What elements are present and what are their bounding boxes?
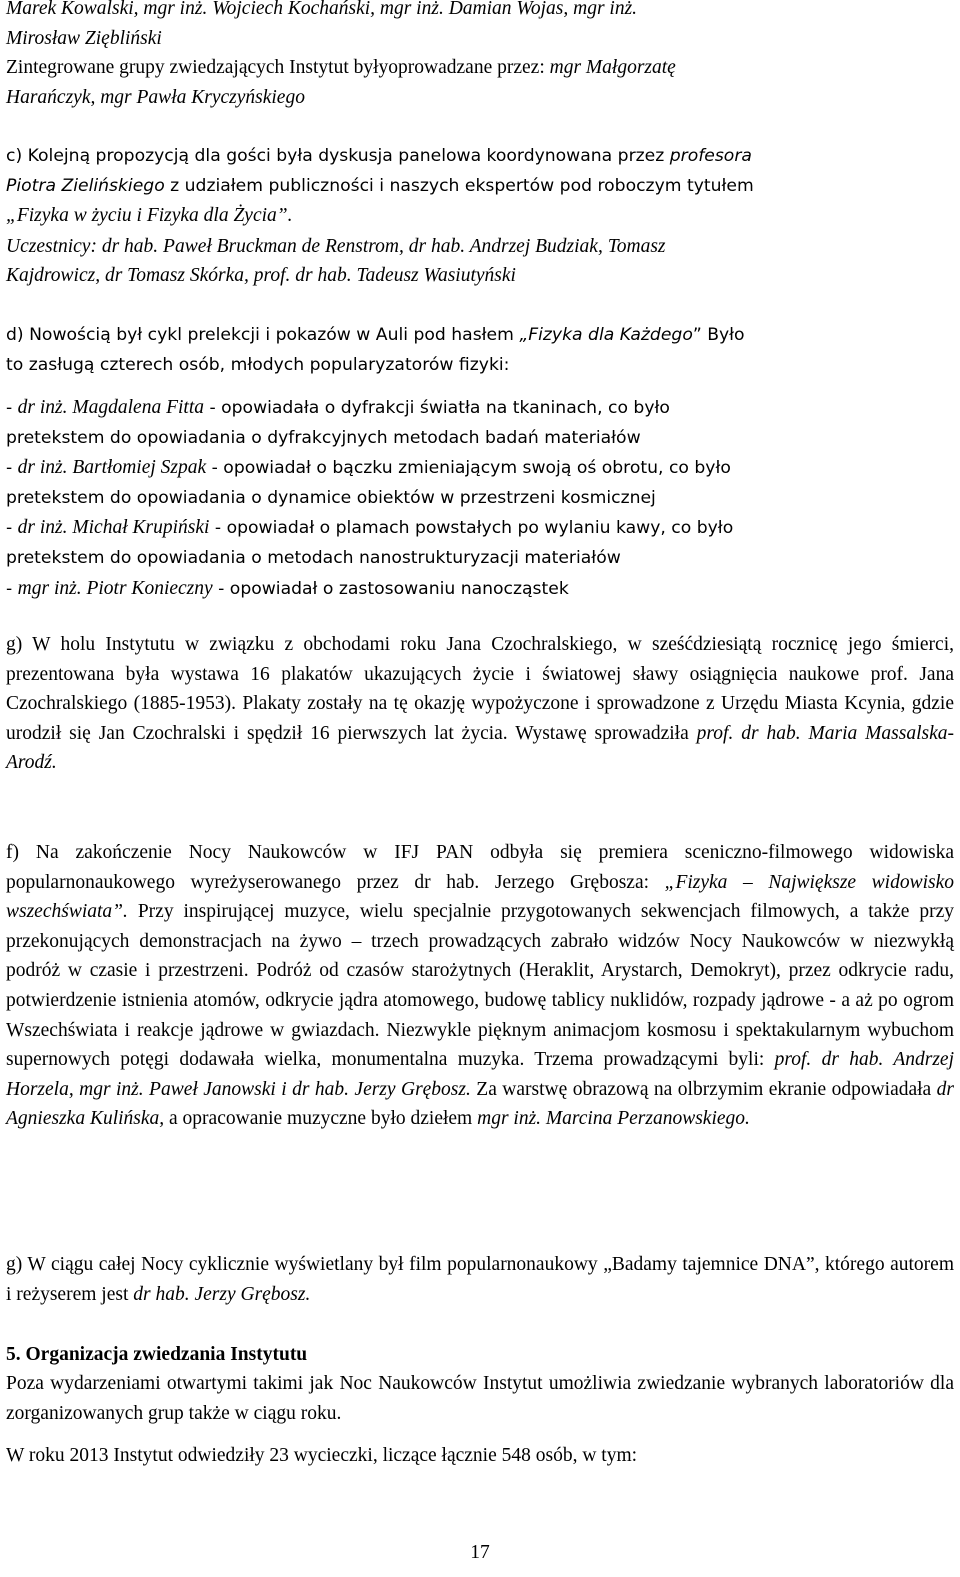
exhibition-organizer: prof. dr hab. Maria Massalska-Arodź.	[6, 722, 954, 774]
exhibition-text: g) W holu Instytutu w związku z obchodami roku Jana Czochralskiego, w sześćdziesiątą rocznicę jego śmierci, prezentowana była wystawa 16 plakatów ukazujących życie i światowej sławy osiągnięcia naukowe prof. Jana Czochralskiego (1885-1953). Plakaty zostały na tę okazję wypożyczone i sprowadzone z Urzędu Miasta Kcynia, gdzie urodził się Jan Czochralski i spędził 16 pierwszych lat życia. Wystawę sprowadziła	[6, 634, 954, 744]
groups-text: Zintegrowane grupy zwiedzających Instytut byłyoprowadzane przez:	[6, 57, 550, 79]
section-heading: 5. Organizacja zwiedzania Instytutu	[6, 1344, 308, 1365]
speaker-name: dr inż. Magdalena Fitta	[17, 397, 204, 418]
speakers-list: - dr inż. Magdalena Fitta - opowiadała o dyfrakcji światła na tkaninach, co było pretekstem do opowiadania o dyfrakcyjnych metodach badań materiałów - dr inż. Bartłomiej Szpak - opowiadał o bączku zmieniającym swoją oś obrotu, co było pretekstem do opowiadania o dynamice obiektów w przestrzeni kosmicznej - dr inż. Michał Krupiński - opowiadał o plamach powstałych po wylaniu kawy, co było pretekstem do opowiadania o metodach nanostrukturyzacji materiałów - mgr inż. Piotr Konieczny - opowiadał o zastosowaniu nanocząstek	[6, 393, 954, 604]
guides-paragraph	[6, 0, 954, 112]
panel-text-b: z udziałem publiczności i naszych ekspertów pod roboczym tytułem	[164, 175, 754, 196]
guides-names-line1: Marek Kowalski, mgr inż. Wojciech Kochański, mgr inż. Damian Wojas, mgr inż.	[6, 0, 638, 19]
page-number: 17	[470, 1542, 490, 1563]
section-5	[6, 1340, 954, 1370]
section-5-paragraph-2: W roku 2013 Instytut odwiedziły 23 wycieczki, liczące łącznie 548 osób, w tym:	[6, 1445, 638, 1466]
groups-guides-names-cont: Harańczyk, mgr Pawła Kryczyńskiego	[6, 86, 305, 108]
show-visuals-author: dr Agnieszka Kulińska,	[6, 1078, 954, 1130]
panel-moderator-title: profesora	[669, 146, 752, 166]
film-paragraph: g) W ciągu całej Nocy cyklicznie wyświetlany był film popularnonaukowy „Badamy tajemnice DNA”, którego autorem i reżyserem jest dr hab. Jerzy Grębosz.	[6, 1254, 954, 1305]
show-hosts: prof. dr hab. Andrzej Horzela, mgr inż. Paweł Janowski i dr hab. Jerzy Grębosz.	[6, 1049, 954, 1100]
show-paragraph: f) Na zakończenie Nocy Naukowców w IFJ PAN odbyła się premiera sceniczno-filmowego widowiska popularnonaukowego wyreżyserowanego przez dr hab. Jerzego Grębosza: „Fizyka – Największe widowisko wszechświata”. Przy inspirującej muzyce, wielu specjalnie przygotowanych sekwencjach filmowych, a także przy przekonujących demonstracjach na żywo – trzech prowadzących zabrało widzów Nocy Naukowców w niezwykłą podróż w czasie i przestrzeni. Podróż od czasów starożytnych (Heraklit, Arystarch, Demokryt), przez odkrycie radu, potwierdzenie istnienia atomów, odkrycie jądra atomowego, budowę tablicy nuklidów, rozpady jądrowe - a aż po ogrom Wszechświata i reakcje jądrowe w gwiazdach. Niezwykle pięknym animacjom kosmosu i spektakularnym wybuchom supernowych potęgi dodawała wielka, monumentalna muzyka. Trzema prowadzącymi byli: prof. dr hab. Andrzej Horzela, mgr inż. Paweł Janowski i dr hab. Jerzy Grębosz. Za warstwę obrazową na olbrzymim ekranie odpowiadała dr Agnieszka Kulińska, a opracowanie muzyczne było dziełem mgr inż. Marcina Perzanowskiego.	[6, 842, 954, 1130]
lectures-paragraph: d) Nowością był cykl prelekcji i pokazów w Auli pod hasłem „Fizyka dla Każdego” Było to zasługą czterech osób, młodych popularyzatorów fizyki:	[6, 325, 745, 375]
speaker-item: - mgr inż. Piotr Konieczny - opowiadał o zastosowaniu nanocząstek	[6, 577, 569, 599]
speaker-name: dr inż. Michał Krupiński	[17, 517, 210, 539]
panel-participants-2: Kajdrowicz, dr Tomasz Skórka, prof. dr hab. Tadeusz Wasiutyński	[6, 265, 516, 287]
section-5-paragraph-1: Poza wydarzeniami otwartymi takimi jak Noc Naukowców Instytut umożliwia zwiedzanie wybranych laboratoriów dla zorganizowanych grup także w ciągu roku.	[6, 1373, 954, 1424]
film-author: dr hab. Jerzy Grębosz.	[133, 1283, 311, 1305]
show-music-author: mgr inż. Marcina Perzanowskiego.	[477, 1108, 750, 1130]
speaker-name: mgr inż. Piotr Konieczny	[17, 577, 213, 599]
panel-moderator-name: Piotra Zielińskiego	[6, 175, 165, 196]
panel-participants-1: Uczestnicy: dr hab. Paweł Bruckman de Renstrom, dr hab. Andrzej Budziak, Tomasz	[6, 235, 666, 257]
speaker-name: dr inż. Bartłomiej Szpak	[17, 457, 207, 479]
lectures-text-a: d) Nowością był cykl prelekcji i pokazów w Auli pod hasłem	[6, 325, 520, 345]
lectures-title: „Fizyka dla Każdego	[519, 325, 693, 345]
panel-discussion-paragraph	[6, 142, 954, 291]
panel-title: „Fizyka w życiu i Fizyka dla Życia”.	[6, 205, 293, 227]
speaker-item: - dr inż. Michał Krupiński - opowiadał o plamach powstałych po wylaniu kawy, co było	[6, 517, 734, 539]
panel-text-a: c) Kolejną propozycją dla gości była dyskusja panelowa koordynowana przez	[6, 146, 670, 166]
show-title: „Fizyka – Największe widowisko wszechświata”.	[6, 871, 954, 923]
exhibition-paragraph	[6, 630, 954, 778]
lectures-text-b: to zasługą czterech osób, młodych popularyzatorów fizyki:	[6, 354, 510, 375]
groups-guides-names: mgr Małgorzatę	[549, 57, 676, 79]
guides-names-line2: Mirosław Ziębliński	[6, 27, 162, 49]
speaker-item: - dr inż. Magdalena Fitta - opowiadała o dyfrakcji światła na tkaninach, co było	[6, 397, 670, 418]
speaker-item: - dr inż. Bartłomiej Szpak - opowiadał o bączku zmieniającym swoją oś obrotu, co było	[6, 457, 731, 479]
